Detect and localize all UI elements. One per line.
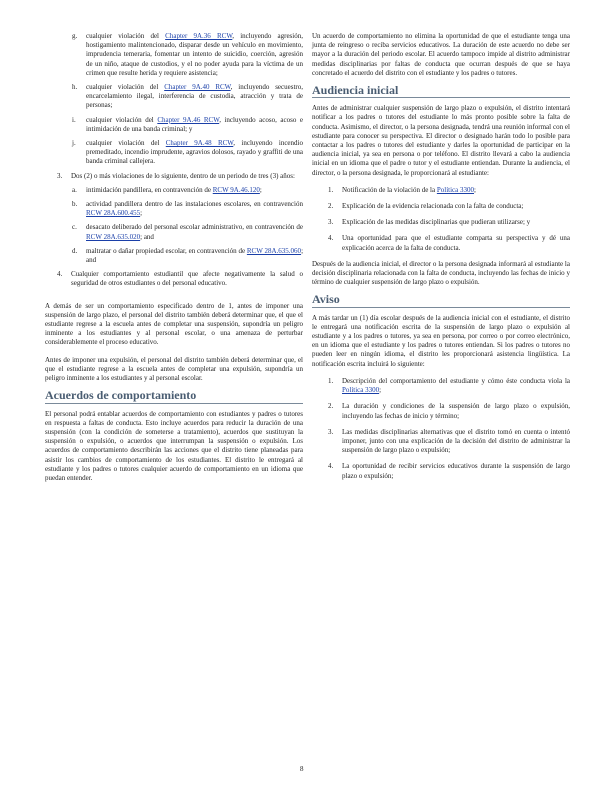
- text: ; and: [140, 232, 154, 241]
- list-marker: 2.: [328, 402, 334, 411]
- list-item: [45, 223, 303, 241]
- list-item: [312, 186, 570, 195]
- paragraph: El personal podrá entablar acuerdos de comportamiento con estudiantes y padres o tutores en respuesta a faltas de conducta. Esto incluye acuerdos para reducir la duración de una suspensión (con la condición de someterse a tratamiento), acuerdos que sustituyan la suspensión o expulsión, o acuerdos que interrumpan la suspensión o expulsión. Los acuerdos de comportamiento describirán las acciones que el distrito tiene planeadas para asistir los cambios de comportamiento de los estudiantes. El distrito le entregará al estudiante y los padres o tutores cualquier acuerdo de comportamiento en un idioma que puedan entender.: [45, 409, 303, 482]
- text: cualquier violación del: [86, 115, 158, 124]
- text: cualquier violación del: [86, 139, 166, 148]
- text: , incluyendo agresión, hostigamiento malintencionado, disparar desde un vehículo en movimiento, imprudencia temeraria, fomentar un intento de suicidio, coerción, agresión de un niño, ataque de custodios, y el no poder ayuda para la víctima de un crimen que resulte herida y requiere asistencia;: [86, 32, 303, 77]
- chapter-link[interactable]: Chapter 9A.36 RCW: [165, 32, 233, 40]
- list-marker: a.: [72, 185, 77, 194]
- list-item: [45, 116, 303, 134]
- chapter-link[interactable]: Chapter 9A.40 RCW: [164, 83, 231, 92]
- text: ;: [474, 185, 476, 194]
- text: ;: [259, 185, 262, 194]
- text: , incluyendo acoso, acoso e intimidación de una banda criminal; y: [86, 115, 303, 133]
- list-item-text: [86, 200, 303, 218]
- list-item: [45, 200, 303, 218]
- text: Descripción del comportamiento del estudiante y cómo éste conducta viola la: [342, 376, 570, 385]
- rcw-link[interactable]: RCW 9A.46.120: [212, 185, 260, 194]
- list-item: [45, 270, 303, 288]
- list-item: [45, 139, 303, 167]
- text: ;: [379, 386, 382, 395]
- list-marker: 2.: [328, 202, 334, 211]
- text: Notificación de la violación de la: [342, 185, 437, 194]
- list-marker: 4.: [328, 234, 334, 243]
- list-item: [312, 218, 570, 227]
- right-column: [312, 32, 570, 488]
- rcw-link[interactable]: RCW 28A.600.455: [86, 209, 141, 218]
- list-marker: 3.: [328, 218, 334, 227]
- list-marker: 1.: [328, 185, 334, 194]
- text: cualquier violación del: [86, 83, 165, 92]
- rcw-link[interactable]: RCW 28A.635.020: [86, 232, 141, 241]
- list-marker: 3.: [57, 171, 63, 180]
- list-item: [312, 462, 570, 480]
- section-heading: Acuerdos de comportamiento: [45, 391, 303, 403]
- list-item-text: [86, 139, 303, 167]
- text: ; and: [86, 246, 304, 265]
- text: ;: [140, 209, 143, 218]
- page-number: 8: [300, 765, 304, 773]
- paragraph: A más tardar un (1) día escolar después de la audiencia inicial con el estudiante, el distrito le entregará una notificación escrita de la suspensión de largo plazo o expulsión al estudiante y a los padres o tutores, ya sea en persona, por correo o por correo electrónico, en un idioma que el estudiante y los padres o tutores entiendan. Si los padres o tutores no pueden leer en ningún idioma, el distrito les proporcionará asistencia lingüística. La notificación escrita incluirá lo siguiente:: [312, 313, 570, 368]
- list-item: [45, 172, 303, 181]
- text: desacato deliberado del personal escolar administrativo, en contravención de: [86, 223, 303, 232]
- text: cualquier violación del: [86, 32, 166, 40]
- list-item: [312, 234, 570, 252]
- list-item-text: La oportunidad de recibir servicios educativos durante la suspensión de largo plazo o expulsión;: [342, 462, 570, 480]
- list-item-text: [86, 186, 303, 195]
- list-item-text: [86, 83, 303, 111]
- list-marker: c.: [72, 223, 77, 232]
- list-item-text: [86, 247, 303, 265]
- list-marker: i.: [72, 115, 76, 124]
- list-item-text: [86, 223, 303, 241]
- list-item: [45, 247, 303, 265]
- paragraph: Antes de imponer una expulsión, el personal del distrito también deberá determinar que, el que el estudiante regrese a la escuela antes de completar una expulsión, supondría un peligro inminente a los estudiantes y al personal escolar.: [45, 355, 303, 383]
- list-item-text: [86, 116, 303, 134]
- list-item-text: La duración y condiciones de la suspensión de largo plazo o expulsión, incluyendo las fechas de inicio y término;: [342, 402, 570, 420]
- list-marker: 3.: [328, 427, 334, 436]
- list-marker: 1.: [328, 376, 334, 385]
- list-item: [45, 186, 303, 195]
- list-item: [312, 402, 570, 420]
- paragraph: Después de la audiencia inicial, el director o la persona designada informará al estudiante la decisión disciplinaria relacionada con la falta de conducta, incluyendo las fechas de inicio y término de cualquier suspensión de largo plazo o expulsión.: [312, 259, 570, 287]
- list-marker: d.: [72, 246, 78, 255]
- text: intimidación pandillera, en contravención de: [86, 185, 213, 194]
- list-marker: h.: [72, 83, 78, 92]
- chapter-link[interactable]: Chapter 9A.48 RCW: [165, 139, 234, 148]
- list-item-text: Explicación de la evidencia relacionada con la falta de conducta;: [342, 202, 524, 211]
- list-item-text: Las medidas disciplinarias alternativas que el distrito tomó en cuenta o intentó imponer, junto con una explicación de la decisión del distrito de administrar la suspensión de largo plazo o expulsión;: [342, 427, 570, 455]
- text: , incluyendo incendio premeditado, incendio imprudente, agravios dolosos, rayado y graffiti de una banda criminal callejera.: [86, 139, 303, 166]
- section-heading: Audiencia inicial: [312, 86, 570, 98]
- text: maltratar o dañar propiedad escolar, en contravención de: [86, 246, 247, 255]
- list-item: [45, 83, 303, 111]
- list-item-text: Explicación de las medidas disciplinarias que pudieran utilizarse; y: [342, 218, 531, 227]
- list-item-text: Cualquier comportamiento estudiantil que afecte negativamente la salud o seguridad de otros estudiantes o del personal educativo.: [71, 270, 303, 288]
- list-marker: b.: [72, 200, 78, 209]
- list-item-text: Dos (2) o más violaciones de lo siguiente, dentro de un periodo de tres (3) años:: [71, 171, 295, 180]
- policy-link[interactable]: Política 3300: [436, 185, 474, 194]
- list-item-text: [342, 377, 570, 395]
- list-marker: j.: [72, 139, 76, 148]
- chapter-link[interactable]: Chapter 9A.46 RCW: [157, 115, 220, 124]
- list-marker: g.: [72, 32, 78, 40]
- list-marker: 4.: [57, 270, 63, 279]
- list-item: [45, 32, 303, 78]
- list-item: [312, 428, 570, 456]
- text: actividad pandillera dentro de las instalaciones escolares, en contravención: [86, 200, 303, 209]
- paragraph: Un acuerdo de comportamiento no elimina la oportunidad de que el estudiante tenga una junta de reingreso o reciba servicios educativos. La duración de este acuerdo no debe ser mayor a la duración del periodo escolar. El acuerdo tampoco impide al distrito administrar medidas disciplinarias por faltas de conducta que ocurran después de que se haya concretado el acuerdo del distrito con el estudiante y los padres o tutores.: [312, 32, 570, 77]
- left-column: [45, 32, 303, 483]
- list-marker: 4.: [328, 462, 334, 471]
- paragraph: Antes de administrar cualquier suspensión de largo plazo o expulsión, el distrito intentará notificar a los padres o tutores del estudiante lo más pronto posible sobre la falta de conducta. Asimismo, el director, o la persona designada, tendrá una reunión informal con el estudiante para conocer su perspectiva. El director o designado harán todo lo posible para contactar a los padres o tutores del estudiante y darles la oportunidad de participar en la audiencia inicial, ya sea en persona o por teléfono. El distrito llevará a cabo la audiencia inicial en un idioma que el padre o tutor y el estudiante entiendan. Durante la audiencia, el director, o la persona designada, le proporcionará al estudiante:: [312, 104, 570, 177]
- paragraph: A demás de ser un comportamiento especificado dentro de 1, antes de imponer una suspensión de largo plazo, el personal del distrito también deberá determinar que, el que el estudiante regrese a la escuela antes de completar una suspensión, supondría un peligro inminente a los estudiantes y al personal escolar, o una amenaza de perturbar considerablemente el proceso educativo.: [45, 301, 303, 347]
- list-item: [312, 377, 570, 395]
- policy-link[interactable]: Política 3300: [342, 386, 380, 395]
- list-item-text: [342, 186, 570, 195]
- list-item: [312, 202, 570, 211]
- text: , incluyendo secuestro, encarcelamiento ilegal, interferencia de custodia, atracción y trata de personas;: [86, 83, 303, 110]
- section-heading: Aviso: [312, 295, 570, 307]
- list-item-text: Una oportunidad para que el estudiante comparta su perspectiva y dé una explicación acerca de la falta de conducta.: [342, 234, 570, 252]
- list-item-text: [86, 32, 303, 78]
- rcw-link[interactable]: RCW 28A.635.060: [246, 246, 302, 255]
